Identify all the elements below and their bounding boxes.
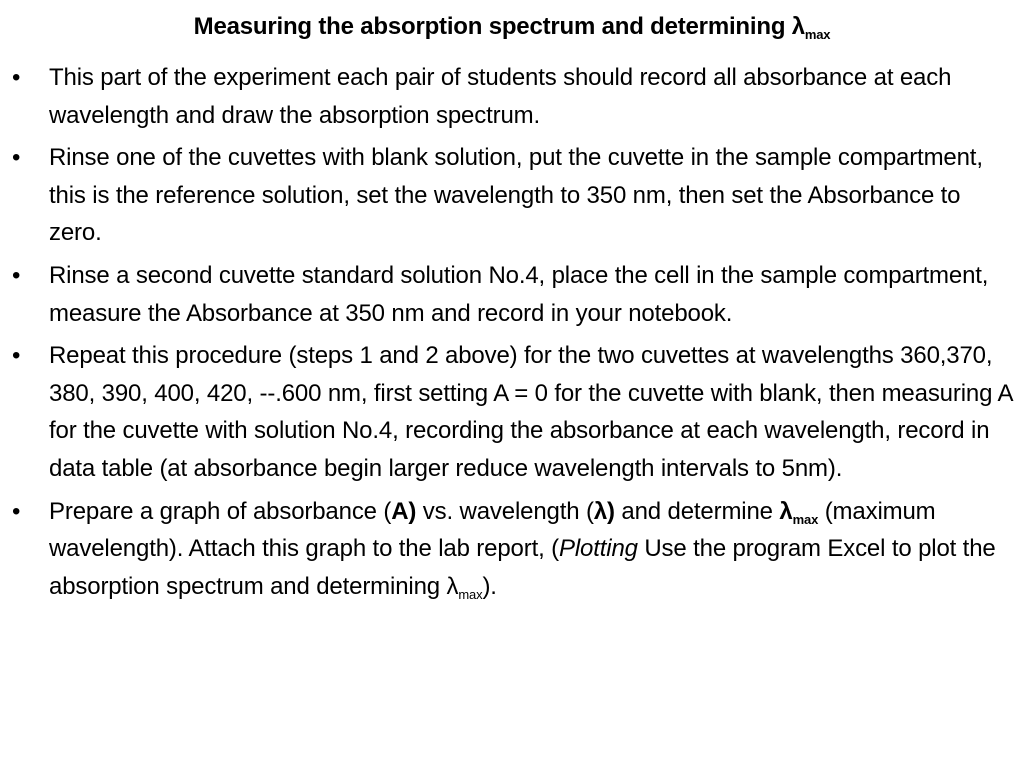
bullet-text: Rinse a second cuvette standard solution No.4, place the cell in the sample compartment, measure the Absorbance at 350 nm and record in your notebook.: [49, 261, 989, 327]
bullet-text-part: and determine: [614, 497, 780, 525]
bullet-text-part: Use the program Excel to plot the absorption spectrum and determining λ: [49, 535, 996, 600]
bullet-item: [12, 257, 1018, 332]
lambda-max-subscript: max: [458, 586, 483, 602]
bullet-text: Rinse one of the cuvettes with blank solution, put the cuvette in the sample compartment, this is the reference solution, set the wavelength to 350 nm, then set the Absorbance to zero.: [49, 144, 983, 247]
bullet-item: [12, 337, 1018, 487]
bullet-item: [12, 493, 1018, 606]
bullet-dot: •: [12, 342, 21, 370]
italic-plotting: Plotting: [558, 535, 638, 563]
bullet-dot: •: [12, 144, 21, 172]
bullet-text-part: Prepare a graph of absorbance (: [49, 497, 392, 525]
bullet-dot: •: [12, 64, 21, 91]
bold-symbol-a: A): [391, 497, 417, 525]
bullet-item: [12, 139, 1018, 252]
bullet-dot: •: [12, 497, 21, 525]
bullet-text-part: (maximum wavelength). Attach this graph to the lab report, (: [49, 497, 936, 563]
bullet-text-part: ).: [482, 572, 497, 600]
bullet-text-part: vs. wavelength (: [416, 497, 594, 525]
bullet-item: [12, 59, 1018, 134]
bullet-dot: •: [12, 261, 21, 289]
bold-lambda-subscript: max: [792, 511, 819, 527]
bold-symbol-lambda: λ): [593, 497, 615, 525]
slide-title-subscript: max: [804, 27, 831, 42]
bullet-text: This part of the experiment each pair of students should record all absorbance at each wavelength and draw the absorption spectrum.: [49, 64, 952, 129]
bold-lambda-max: [779, 498, 818, 525]
slide-title-text: Measuring the absorption spectrum and determining λ: [193, 13, 805, 40]
bullet-list: [12, 59, 1018, 610]
slide-title: [0, 10, 1024, 44]
bullet-text: Repeat this procedure (steps 1 and 2 above) for the two cuvettes at wavelengths 360,370, 380, 390, 400, 420, --.600 nm, first setting A = 0 for the cuvette with blank, then measuring A for the cuvette with solution No.4, recording the absorbance at each wavelength, record in data table (at absorbance begin larger reduce wavelength intervals to 5nm).: [49, 342, 1013, 482]
bold-lambda: λ: [779, 497, 793, 525]
